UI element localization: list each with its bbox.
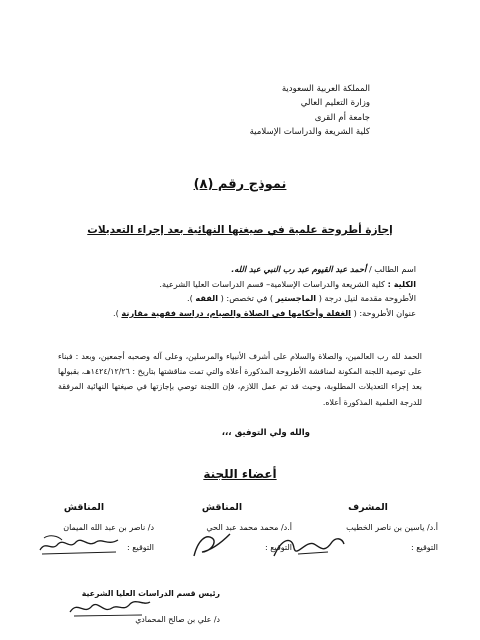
- student-row: [56, 262, 416, 277]
- member-name: د/ ناصر بن عبد الله الميمان: [63, 523, 154, 532]
- letterhead-ministry: وزارة التعليم العالي: [300, 98, 370, 109]
- committee-heading-text: أعضاء اللجنة: [203, 467, 277, 481]
- college-row: [56, 277, 416, 292]
- thesis-title-label: عنوان الأطروحة: (: [353, 307, 416, 318]
- member-role: المشرف: [348, 502, 388, 513]
- member-role: المناقش: [201, 502, 243, 513]
- closing-line: والله ولي التوفيق ،،،: [221, 428, 310, 438]
- member-role: المناقش: [63, 502, 105, 513]
- letterhead-university: جامعة أم القرى: [314, 112, 370, 123]
- examiner-2-signature: [36, 532, 122, 558]
- letterhead: [220, 82, 370, 140]
- student-label: اسم الطالب /: [368, 264, 416, 274]
- form-number-text: نموذج رقم (٨): [193, 177, 287, 192]
- thesis-title-value: الغفلة وأحكامها في الصلاة والصيام، دراسة فقهية مقارنة: [121, 307, 351, 318]
- signature-label: التوقيع :: [127, 543, 154, 552]
- thesis-title-row: [56, 306, 416, 321]
- examiner-1-signature: [188, 530, 236, 560]
- degree-suffix: ).: [186, 293, 193, 304]
- degree-specialty: الفقه: [195, 293, 219, 304]
- form-number: [0, 177, 480, 192]
- department-head-signature: [64, 596, 154, 620]
- degree-row: [56, 291, 416, 306]
- supervisor-signature: [268, 532, 348, 562]
- signature-label: التوقيع :: [411, 543, 438, 552]
- signature-label: التوقيع :: [265, 543, 292, 552]
- thesis-title-suffix: ).: [113, 307, 119, 318]
- body-paragraph: الحمد لله رب العالمين، والصلاة والسلام على أشرف الأنبياء والمرسلين، وعلى آله وصحبه أجمعين، وبعد : فبناء على توصية اللجنة المكونة لمناقشة الأطروحة المذكورة أعلاه والتي تمت مناقشتها بتاريخ : ١٤٢٤/١٢/٢٦هـ، بقبولها بعد إجراء التعديلات المطلوبة، وحيث قد تم عمل اللازم، فإن اللجنة توصي بإجازتها في صيغتها النهائية المرفقة للدرجة العلمية المذكورة أعلاه.: [58, 352, 423, 407]
- thesis-info: [56, 262, 416, 320]
- department-head-title: رئيس قسم الدراسات العليا الشرعية: [81, 589, 220, 598]
- degree-mid: ) في تخصص: (: [220, 293, 274, 304]
- college-label: الكلية :: [387, 278, 416, 289]
- degree-prefix: الأطروحة مقدمة لنيل درجة (: [318, 293, 416, 304]
- department-head-name: د/ علي بن صالح المحمادي: [135, 615, 220, 624]
- member-name: أ.د/ محمد محمد عبد الحي: [206, 523, 292, 532]
- committee-heading: [0, 467, 480, 481]
- student-name: أحمد عبد القيوم عبد رب النبي عبد الله.: [231, 264, 367, 274]
- degree-name: الماجستير: [275, 293, 317, 304]
- member-name: أ.د/ ياسين بن ناصر الخطيب: [346, 523, 438, 532]
- document-title: [0, 224, 480, 236]
- letterhead-country: المملكة العربية السعودية: [281, 84, 370, 94]
- college-value: كلية الشريعة والدراسات الإسلامية– قسم الدراسات العليا الشرعية.: [159, 278, 385, 289]
- document-title-text: إجازة أطروحة علمية في صيغتها النهائية بعد إجراء التعديلات: [87, 224, 393, 236]
- letterhead-college: كلية الشريعة والدراسات الإسلامية: [249, 127, 370, 138]
